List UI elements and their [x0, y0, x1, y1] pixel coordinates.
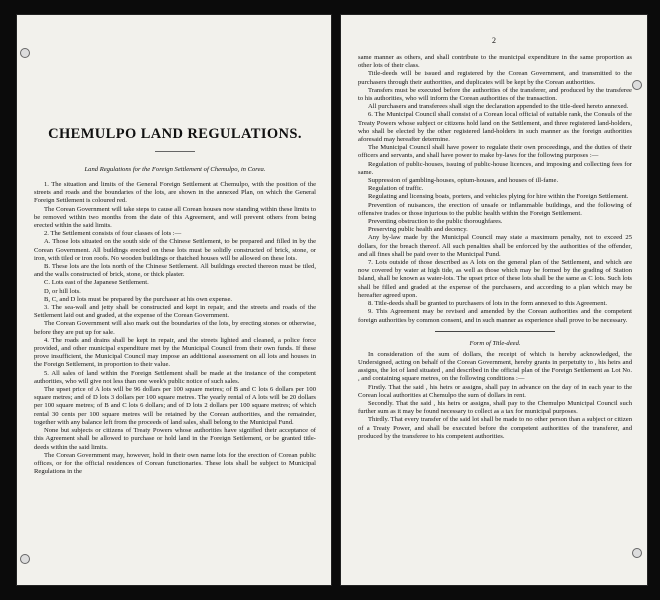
- paragraph: D, or hill lots.: [44, 287, 81, 295]
- paragraph: B. These lots are the lots north of the Chinese Settlement. All buildings erected thereon must be tiled, and the walls constructed of brick, stone, or thick plaster.: [34, 263, 316, 279]
- document-title: CHEMULPO LAND REGULATIONS.: [48, 126, 302, 142]
- paragraph: 7. Lots outside of those described as A lots on the general plan of the Settlement, and which are now covered by water at high tide, as well as those which may be formed by the grading of Station Island, shall be known as water-lots. The upset price of these lots shall be the same as C lots. Such lots shall be filled and graded at the expense of the purchasers, and according to a plan which may be hereafter agreed upon.: [358, 259, 632, 299]
- paragraph: 6. The Municipal Council shall consist of a Corean local official of suitable rank, the Consuls of the Treaty Powers whose subject or citizens hold land on the Settlement, and three registered land-holders, who shall be elected by the other registered land-holders in such manner as the foreign authorities aforesaid may hereafter determine.: [358, 111, 632, 144]
- paragraph: 2. The Settlement consists of four classes of lots :—: [44, 230, 182, 238]
- paragraph: C. Lots east of the Japanese Settlement.: [44, 279, 149, 287]
- binding-hole: [20, 554, 30, 564]
- paragraph: None but subjects or citizens of Treaty Powers whose authorities have signified their acceptance of this Agreement shall be allowed to purchase or hold land in the Foreign Settlement, or be granted title-deeds within the said limits.: [34, 427, 316, 451]
- paragraph: same manner as others, and shall contribute to the municipal expenditure in the same proportion as other lots of their class.: [358, 54, 632, 70]
- paragraph: A. Those lots situated on the south side of the Chinese Settlement, to be prepared and filled in by the Corean Government. All buildings erected on these lots must be solidly constructed of brick, stone, or iron, with tiled or iron roofs. No wooden buildings or thatched houses will be allowed on these lots.: [34, 238, 316, 262]
- paragraph: Preventing obstruction to the public thoroughfares.: [368, 218, 503, 226]
- paragraph: The Corean Government will take steps to cause all Corean houses now standing within these limits to be removed within two months from the date of this Agreement, and will prevent others from being erected within the said limits.: [34, 205, 316, 230]
- paragraph: All purchasers and transferees shall sign the declaration appended to the title-deed hereto annexed.: [368, 103, 629, 111]
- document-subtitle: Land Regulations for the Foreign Settlement of Chemulpo, in Corea.: [84, 166, 266, 173]
- paragraph: Preserving public health and decency.: [368, 226, 468, 234]
- paragraph: 3. The sea-wall and jetty shall be constructed and kept in repair, and the streets and roads of the Settlement laid out and graded, at the expense of the Corean Government.: [34, 304, 316, 320]
- form-paragraph: Firstly. That the said , his heirs or assigns, shall pay in advance on the day of in each year to the Corean local authorities at Chemulpo the sum of dollars in rent.: [358, 383, 632, 399]
- form-paragraph: In consideration of the sum of dollars, the receipt of which is hereby acknowledged, the Undersigned, acting on behalf of the Corean Government, hereby grants in perpetuity to , his heirs and assigns, the lot of land situated , and described in the official plan of the Foreign Settlement as Lot No. , and containing square metres, on the following conditions :—: [358, 350, 632, 383]
- paragraph: 8. Title-deeds shall be granted to purchasers of lots in the form annexed to this Agreement.: [368, 300, 607, 308]
- paragraph: 1. The situation and limits of the General Foreign Settlement at Chemulpo, with the position of the streets and roads and the boundaries of the lots, are shown in the annexed Plan, on which the General Foreign Settlement is coloured red.: [34, 181, 316, 205]
- right-page-content: [358, 54, 632, 441]
- paragraph: 5. All sales of land within the Foreign Settlement shall be made at the instance of the competent authorities, who will give not less than one week's public notice of such sales.: [34, 369, 316, 385]
- binding-hole: [20, 48, 30, 58]
- paragraph: The Municipal Council shall have power to regulate their own proceedings, and the duties of their officers and servants, and shall have power to make by-laws for the following purposes :—: [358, 144, 632, 160]
- paragraph: Regulation of public-houses, issuing of public-house licences, and imposing and collecting fees for same.: [358, 160, 632, 176]
- paragraph: The Corean Government will also mark out the boundaries of the lots, by erecting stones or otherwise, before they are put up for sale.: [34, 320, 316, 336]
- paragraph: Prevention of nuisances, the erection of unsafe or inflammable buildings, and the following of offensive trades or those injurious to the public health within the Foreign Settlement.: [358, 201, 632, 217]
- form-title: Form of Title-deed.: [469, 339, 521, 347]
- page-number: 2: [492, 36, 496, 45]
- paragraph: The upset price of A lots will be 96 dollars per 100 square metres; of B and C lots 6 dollars per 100 square metres; and of D lots 3 dollars per 100 square metres. The yearly rental of A lots will be 20 dollars per 100 square metres; of B and C lots 6 dollars; and of D lots 2 dollars per 100 square metres; of which rental 30 cents per 100 square metres will be retained by the Corean authorities, and the remainder, together with any balance left from the proceeds of land sales, shall belong to the Municipal Fund.: [34, 386, 316, 426]
- right-page: [340, 14, 648, 586]
- paragraph: Title-deeds will be issued and registered by the Corean Government, and transmitted to the purchasers through their authorities, and duplicates will be kept by the Corean authorities.: [358, 70, 632, 86]
- paragraph: Regulating and licensing boats, porters, and vehicles plying for hire within the Foreign Settlement.: [368, 193, 629, 201]
- binding-hole: [632, 80, 642, 90]
- paragraph: B, C, and D lots must be prepared by the purchaser at his own expense.: [44, 295, 233, 303]
- paragraph: Regulation of traffic.: [368, 185, 424, 193]
- left-page: [16, 14, 332, 586]
- paragraph: 9. This Agreement may be revised and amended by the Corean authorities and the competent foreign authorities by common consent, and in such manner as experience shall prove to be necessary.: [358, 308, 632, 324]
- paragraph: Any by-law made by the Municipal Council may state a maximum penalty, not to exceed 25 dollars, for the breach thereof. All such penalties shall be enforced by the authorities of the offender, and all fines shall be paid over to the Municipal Fund.: [358, 234, 632, 258]
- form-paragraph: Thirdly. That every transfer of the said lot shall be made to no other person than a subject or citizen of a Treaty Power, and shall be executed before the competent authorities of the transferer, and produced by the transferee to his competent authorities.: [358, 416, 632, 440]
- binding-hole: [632, 548, 642, 558]
- title-rule: [155, 151, 195, 152]
- section-divider: [435, 331, 555, 332]
- paragraph: The Corean Government may, however, hold in their own name lots for the erection of Corean public offices, or for the official residences of Corean functionaries. These lots shall be subject to Municipal Regulations in the: [34, 451, 316, 476]
- paragraph: Suppression of gambling-houses, opium-houses, and houses of ill-fame.: [368, 177, 559, 185]
- paragraph: Transfers must be executed before the authorities of the transferer, and produced by the transferee to his authorities, who will inform the Corean authorities of the transaction.: [358, 86, 632, 103]
- page-gutter: [332, 0, 340, 600]
- left-page-content: [34, 126, 316, 476]
- paragraph: 4. The roads and drains shall be kept in repair, and the streets lighted and cleaned, a police force provided, and other municipal expenditure met by the Municipal Council from their own funds. If these prove insufficient, the Municipal Council may impose an additional assessment on all lots and houses in the Foreign Settlement, in proportion to their value.: [34, 336, 316, 369]
- form-paragraph: Secondly. That the said , his heirs or assigns, shall pay to the Chemulpo Municipal Council such further sum as it may be found necessary to collect as a tax for municipal purposes.: [358, 399, 632, 416]
